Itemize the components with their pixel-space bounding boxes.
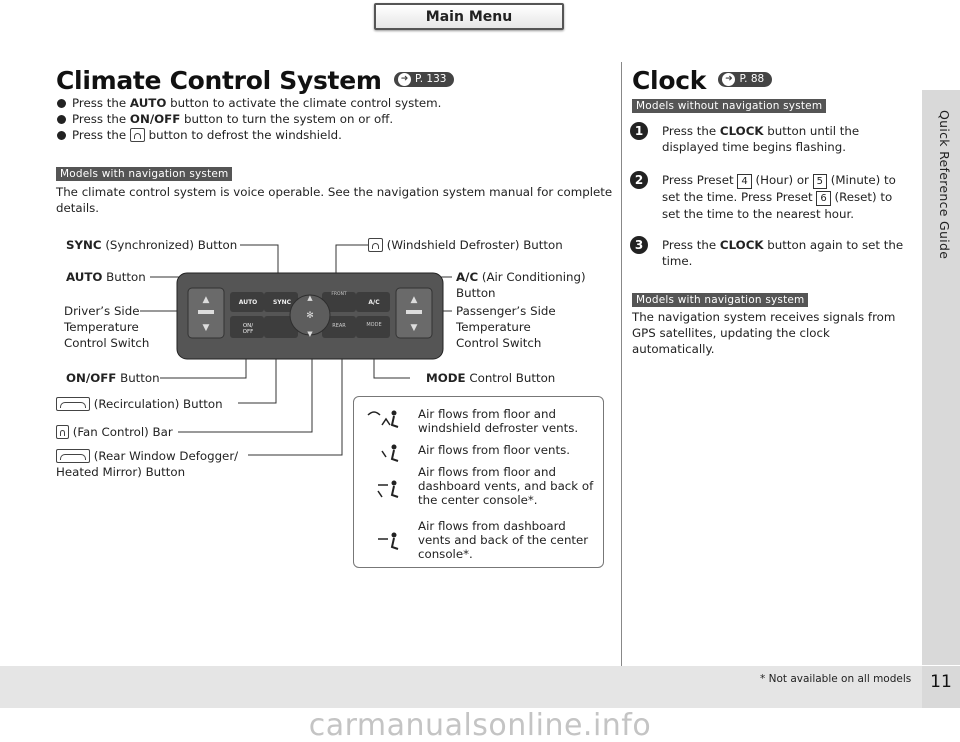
label-auto: AUTO Button [66,270,146,284]
label-rear: (Rear Window Defogger/ Heated Mirror) Button [56,449,239,479]
panel-onoff-label: ON/ OFF [242,323,254,335]
mode-floor: Air flows from floor vents. [418,443,571,457]
label-onoff: ON/OFF Button [66,371,160,385]
footnote: * Not available on all models [760,673,912,685]
climate-title-text: Climate Control System [56,66,382,95]
label-windshield: (Windshield Defroster) Button [368,237,563,253]
mode-bilevel: Air flows from floor and dashboard vents, and back of the center console*. [418,465,594,507]
svg-text:✻: ✻ [306,311,314,321]
svg-text:▲: ▲ [307,294,313,302]
column-divider [621,62,622,666]
climate-control-panel [176,272,444,360]
arrow-icon: ➜ [398,73,411,86]
dash-mode-icon [366,529,402,553]
svg-text:▲: ▲ [202,295,210,305]
step-3-badge: 3 [630,236,648,254]
label-driver-temp: Driver’s Side Temperature Control Switch [64,304,150,350]
label-passenger-temp: Passenger’s Side Temperature Control Switch [456,304,556,350]
voice-text: The climate control system is voice operable. See the navigation system manual for complete details. [56,185,613,215]
clock-page-ref-label: P. 88 [739,73,765,85]
without-nav-tag: Models without navigation system [632,99,826,113]
svg-text:▼: ▼ [307,330,313,338]
step-1-badge: 1 [630,122,648,140]
side-tab-label: Quick Reference Guide [937,110,952,260]
nav-clock-text: The navigation system receives signals from GPS satellites, updating the clock automatically. [632,310,896,356]
svg-text:▲: ▲ [410,295,418,305]
svg-text:▼: ▼ [202,323,210,333]
label-mode: MODE Control Button [426,371,556,385]
step-3-text: Press the CLOCK button again to set the time. [662,238,904,268]
label-fan: (Fan Control) Bar [56,424,173,440]
main-menu-button[interactable]: Main Menu [374,3,564,30]
bilevel-mode-icon [366,477,402,501]
nav-model-tag: Models with navigation system [56,167,232,181]
clock-title-text: Clock [632,66,707,95]
label-ac: A/C (Air Conditioning) Button [456,270,586,300]
bullet-auto: Press the AUTO button to activate the climate control system. [56,95,616,111]
panel-sync-label: SYNC [272,299,292,306]
step-2-text: Press Preset 4 (Hour) or 5 (Minute) to set the time. Press Preset 6 (Reset) to set the time to the nearest hour. [662,173,896,221]
label-sync: SYNC (Synchronized) Button [66,238,238,252]
panel-mode-label: MODE [366,322,382,328]
floor-mode-icon [366,441,402,465]
watermark: carmanualsonline.info [308,707,652,742]
front-defroster-icon [368,238,383,252]
svg-text:▼: ▼ [410,323,418,333]
rear-defogger-icon [56,449,90,463]
mode-box [353,396,604,568]
step-2-badge: 2 [630,171,648,189]
mode-dash: Air flows from dashboard vents and back of the center console*. [418,519,589,561]
panel-rear-label: REAR [332,323,346,329]
with-nav-tag: Models with navigation system [632,293,808,307]
climate-page-ref-label: P. 133 [415,73,447,85]
mode-floor-defrost: Air flows from floor and windshield defroster vents. [418,407,579,435]
panel-auto-label: AUTO [238,299,258,306]
panel-front-label: FRONT [331,292,347,297]
bullet-onoff: Press the ON/OFF button to turn the system on or off. [56,111,616,127]
clock-page-ref[interactable] [718,72,772,87]
fan-icon [56,425,69,439]
step-1-text: Press the CLOCK button until the displayed time begins flashing. [662,124,860,154]
bullet-defrost: Press the button to defrost the windshield. [56,127,616,143]
arrow-icon: ➜ [722,73,735,86]
page-number: 11 [930,672,952,692]
clock-title [632,66,772,95]
recirculation-icon [56,397,90,411]
panel-ac-label: A/C [368,299,380,306]
label-recirc: (Recirculation) Button [56,396,223,412]
floor-defrost-mode-icon [366,407,402,431]
